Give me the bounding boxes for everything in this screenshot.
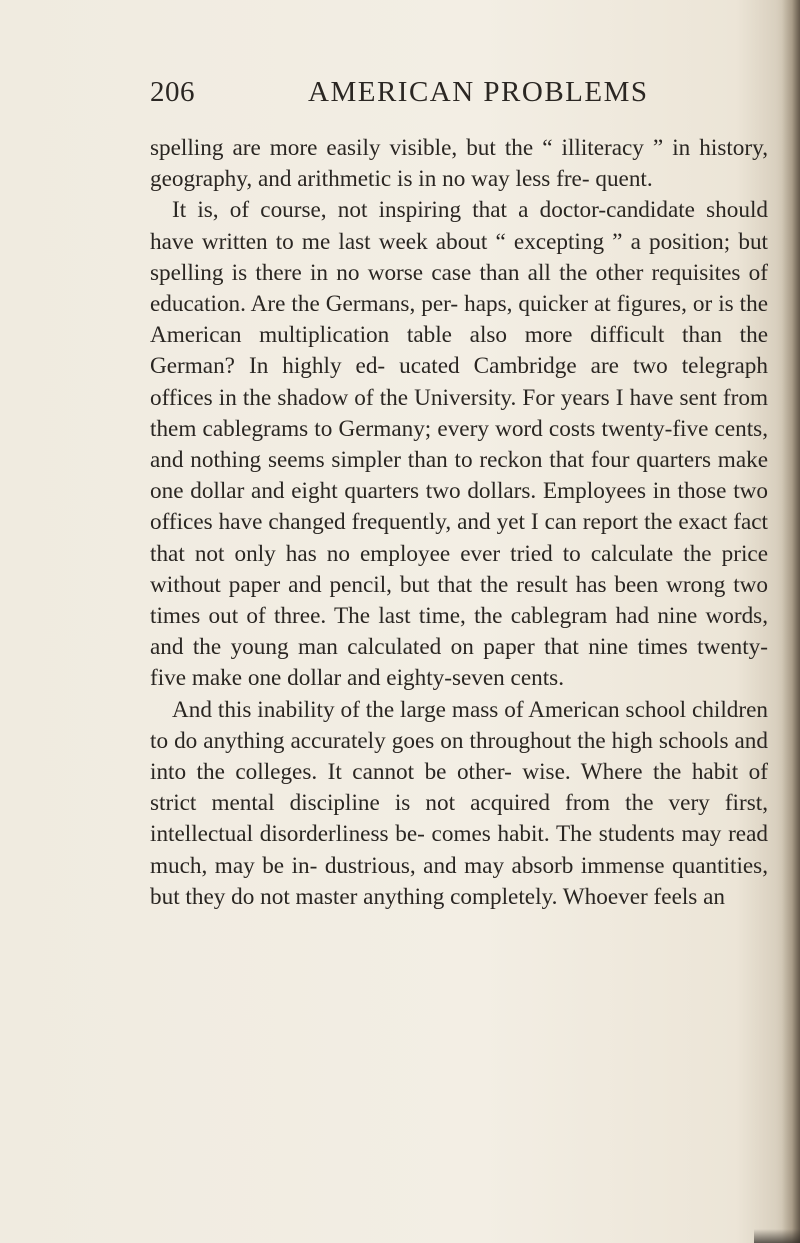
body-text — [150, 133, 768, 913]
page-title: AMERICAN PROBLEMS — [308, 76, 649, 108]
page-edge-shadow — [782, 0, 800, 1243]
paragraph-continued: spelling are more easily visible, but the “ illiteracy ” in history, geography, and arithmetic is in no way less fre- quent. — [150, 135, 768, 193]
paragraph: It is, of course, not inspiring that a doctor-candidate should have written to me last week about “ excepting ” a position; but spelling is there in no worse case than all the other requisites of education. Are the Germans, per- haps, quicker at figures, or is the American multiplication table also more difficult than the German? In highly ed- ucated Cambridge are two telegraph offices in the shadow of the University. For years I have sent from them cablegrams to Germany; every word costs twenty-five cents, and nothing seems simpler than to reckon that four quarters make one dollar and eight quarters two dollars. Employees in those two offices have changed frequently, and yet I can report the exact fact that not only has no employee ever tried to calculate the price without paper and pencil, but that the result has been wrong two times out of three. The last time, the cablegram had nine words, and the young man calculated on paper that nine times twenty-five make one dollar and eighty-seven cents. — [150, 197, 768, 692]
page-corner-shadow — [754, 1229, 800, 1243]
running-head — [150, 76, 770, 116]
page-number: 206 — [150, 76, 195, 108]
paragraph: And this inability of the large mass of American school children to do anything accurately goes on throughout the high schools and into the colleges. It cannot be other- wise. Where the habit of strict mental discipline is not acquired from the very first, intellectual disorderliness be- comes habit. The students may read much, may be in- dustrious, and may absorb immense quantities, but they do not master anything completely. Whoever feels an — [150, 696, 768, 910]
